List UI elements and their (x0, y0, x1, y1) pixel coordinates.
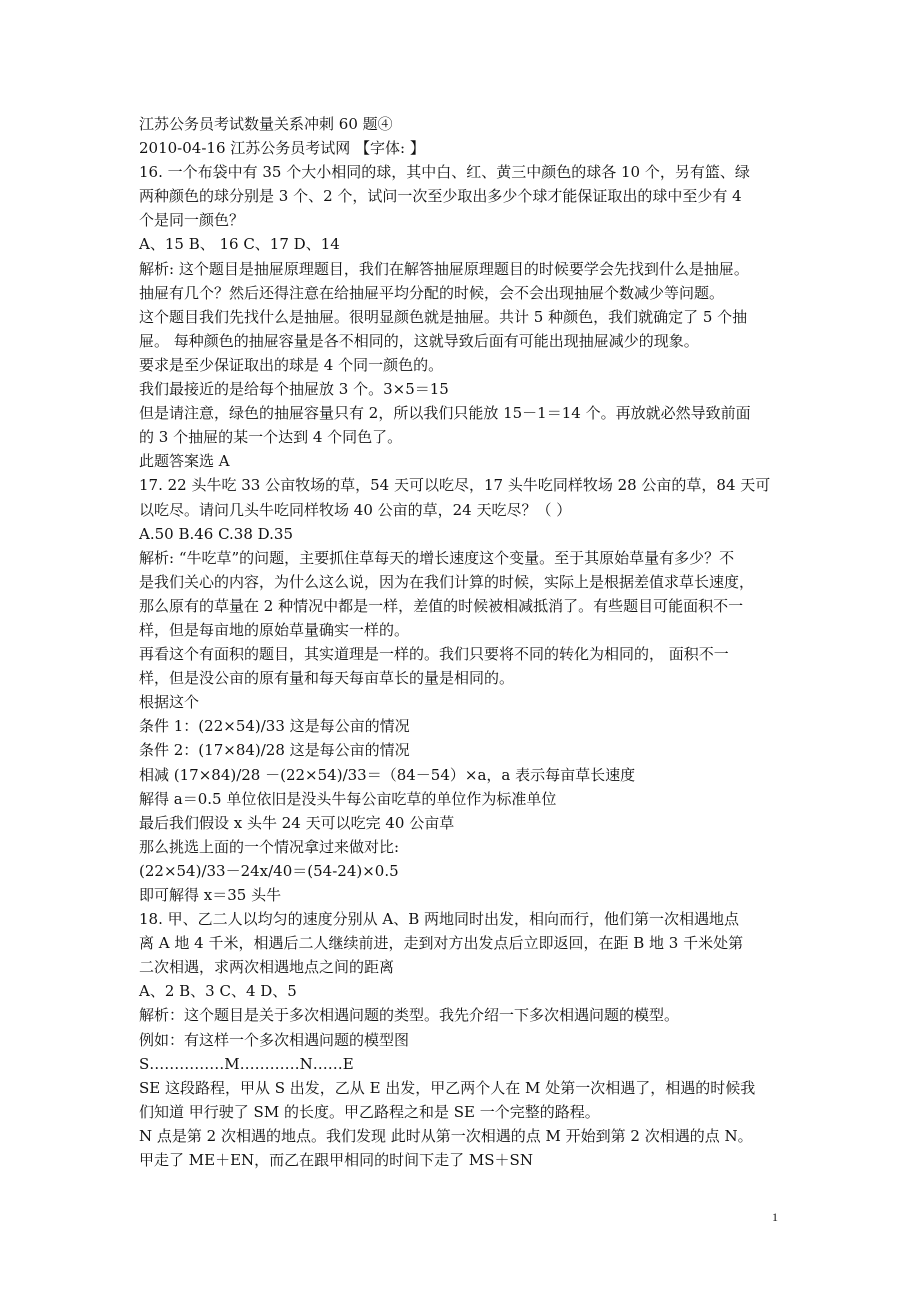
text-line: 此题答案选 A (139, 452, 230, 471)
text-line: 们知道 甲行驶了 SM 的长度。甲乙路程之和是 SE 一个完整的路程。 (139, 1102, 600, 1121)
text-line: SE 这段路程，甲从 S 出发，乙从 E 出发，甲乙两个人在 M 处第一次相遇了，相遇的时候我 (139, 1078, 756, 1097)
text-line: 是我们关心的内容，为什么这么说，因为在我们计算的时候，实际上是根据差值求草长速度， (139, 572, 755, 591)
text-line: 即可解得 x＝35 头牛 (139, 886, 282, 904)
text-line: 那么挑选上面的一个情况拿过来做对比: (139, 837, 400, 856)
text-line: 解得 a＝0.5 单位依旧是没头牛每公亩吃草的单位作为标准单位 (139, 789, 557, 808)
formula-line: 条件 1：(22×54)/33 这是每公亩的情况 (139, 717, 410, 736)
text-line: 16. 一个布袋中有 35 个大小相同的球，其中白、红、黄三中颜色的球各 10 个，另有篮、绿 (139, 163, 750, 182)
text-line: 但是请注意，绿色的抽屉容量只有 2，所以我们只能放 15－1＝14 个。再放就必然导致前面 (139, 404, 751, 423)
text-line: 二次相遇，求两次相遇地点之间的距离 (139, 958, 395, 977)
text-line: 再看这个有面积的题目，其实道理是一样的。我们只要将不同的转化为相同的， 面积不一 (139, 645, 729, 664)
text-line: 屉。 每种颜色的抽屉容量是各不相同的，这就导致后面有可能出现抽屉减少的现象。 (139, 331, 699, 350)
text-line: 要求是至少保证取出的球是 4 个同一颜色的。 (139, 355, 444, 374)
text-line: 例如：有这样一个多次相遇问题的模型图 (139, 1030, 410, 1049)
text-line: 我们最接近的是给每个抽屉放 3 个。3×5＝15 (139, 380, 449, 399)
formula-line: (22×54)/33－24x/40＝(54-24)×0.5 (139, 861, 399, 880)
text-line: 样，但是每亩地的原始草量确实一样的。 (139, 620, 410, 639)
text-line: 那么原有的草量在 2 种情况中都是一样，差值的时候被相减抵消了。有些题目可能面积不一 (139, 596, 744, 615)
text-line: 解析: 这个题目是抽屉原理题目，我们在解答抽屉原理题目的时候要学会先找到什么是抽屉。 (139, 259, 749, 278)
document-meta-line: 2010-04-16 江苏公务员考试网 【字体: 】 (139, 139, 425, 158)
diagram-line: S……………M…………N……E (139, 1054, 354, 1073)
text-line: 18. 甲、乙二人以均匀的速度分别从 A、B 两地同时出发，相向而行，他们第一次相遇地点 (139, 910, 740, 929)
text-line: 根据这个 (139, 693, 200, 712)
formula-line: 条件 2：(17×84)/28 这是每公亩的情况 (139, 741, 410, 760)
text-line: 解析：这个题目是关于多次相遇问题的类型。我先介绍一下多次相遇问题的模型。 (139, 1006, 680, 1025)
answer-options-line: A、15 B、 16 C、17 D、14 (139, 235, 340, 254)
text-line: 17. 22 头牛吃 33 公亩牧场的草，54 天可以吃尽，17 头牛吃同样牧场 28 公亩的草，84 天可 (139, 476, 771, 495)
formula-line: 相减 (17×84)/28 －(22×54)/33＝（84－54）×a，a 表示每亩草长速度 (139, 765, 636, 784)
text-line: N 点是第 2 次相遇的地点。我们发现 此时从第一次相遇的点 M 开始到第 2 次相遇的点 N。 (139, 1126, 753, 1145)
text-line: 样，但是没公亩的原有量和每天每亩草长的量是相同的。 (139, 669, 515, 688)
text-line: 这个题目我们先找什么是抽屉。很明显颜色就是抽屉。共计 5 种颜色，我们就确定了 5 个抽 (139, 307, 748, 326)
text-line: 的 3 个抽屉的某一个达到 4 个同色了。 (139, 428, 403, 447)
text-line: 以吃尽。请问几头牛吃同样牧场 40 公亩的草，24 天吃尽？（ ） (139, 500, 572, 519)
text-line: 抽屉有几个？然后还得注意在给抽屉平均分配的时候，会不会出现抽屉个数减少等问题。 (139, 283, 725, 302)
text-line: 两种颜色的球分别是 3 个、2 个，试问一次至少取出多少个球才能保证取出的球中至少有 4 (139, 187, 742, 206)
text-line: 最后我们假设 x 头牛 24 天可以吃完 40 公亩草 (139, 813, 455, 832)
text-line: 甲走了 ME＋EN，而乙在跟甲相同的时间下走了 MS＋SN (139, 1151, 533, 1170)
text-line: 离 A 地 4 千米，相遇后二人继续前进，走到对方出发点后立即返回，在距 B 地 3 千米处第 (139, 934, 744, 953)
answer-options-line: A.50 B.46 C.38 D.35 (139, 524, 294, 543)
document-body (139, 112, 789, 1172)
document-title: 江苏公务员考试数量关系冲刺 60 题④ (139, 115, 393, 133)
page-number: 1 (772, 1210, 778, 1224)
text-line: 个是同一颜色？ (139, 211, 245, 230)
text-line: 解析: “牛吃草”的问题，主要抓住草每天的增长速度这个变量。至于其原始草量有多少？不 (139, 548, 735, 567)
answer-options-line: A、2 B、3 C、4 D、5 (139, 982, 297, 1001)
